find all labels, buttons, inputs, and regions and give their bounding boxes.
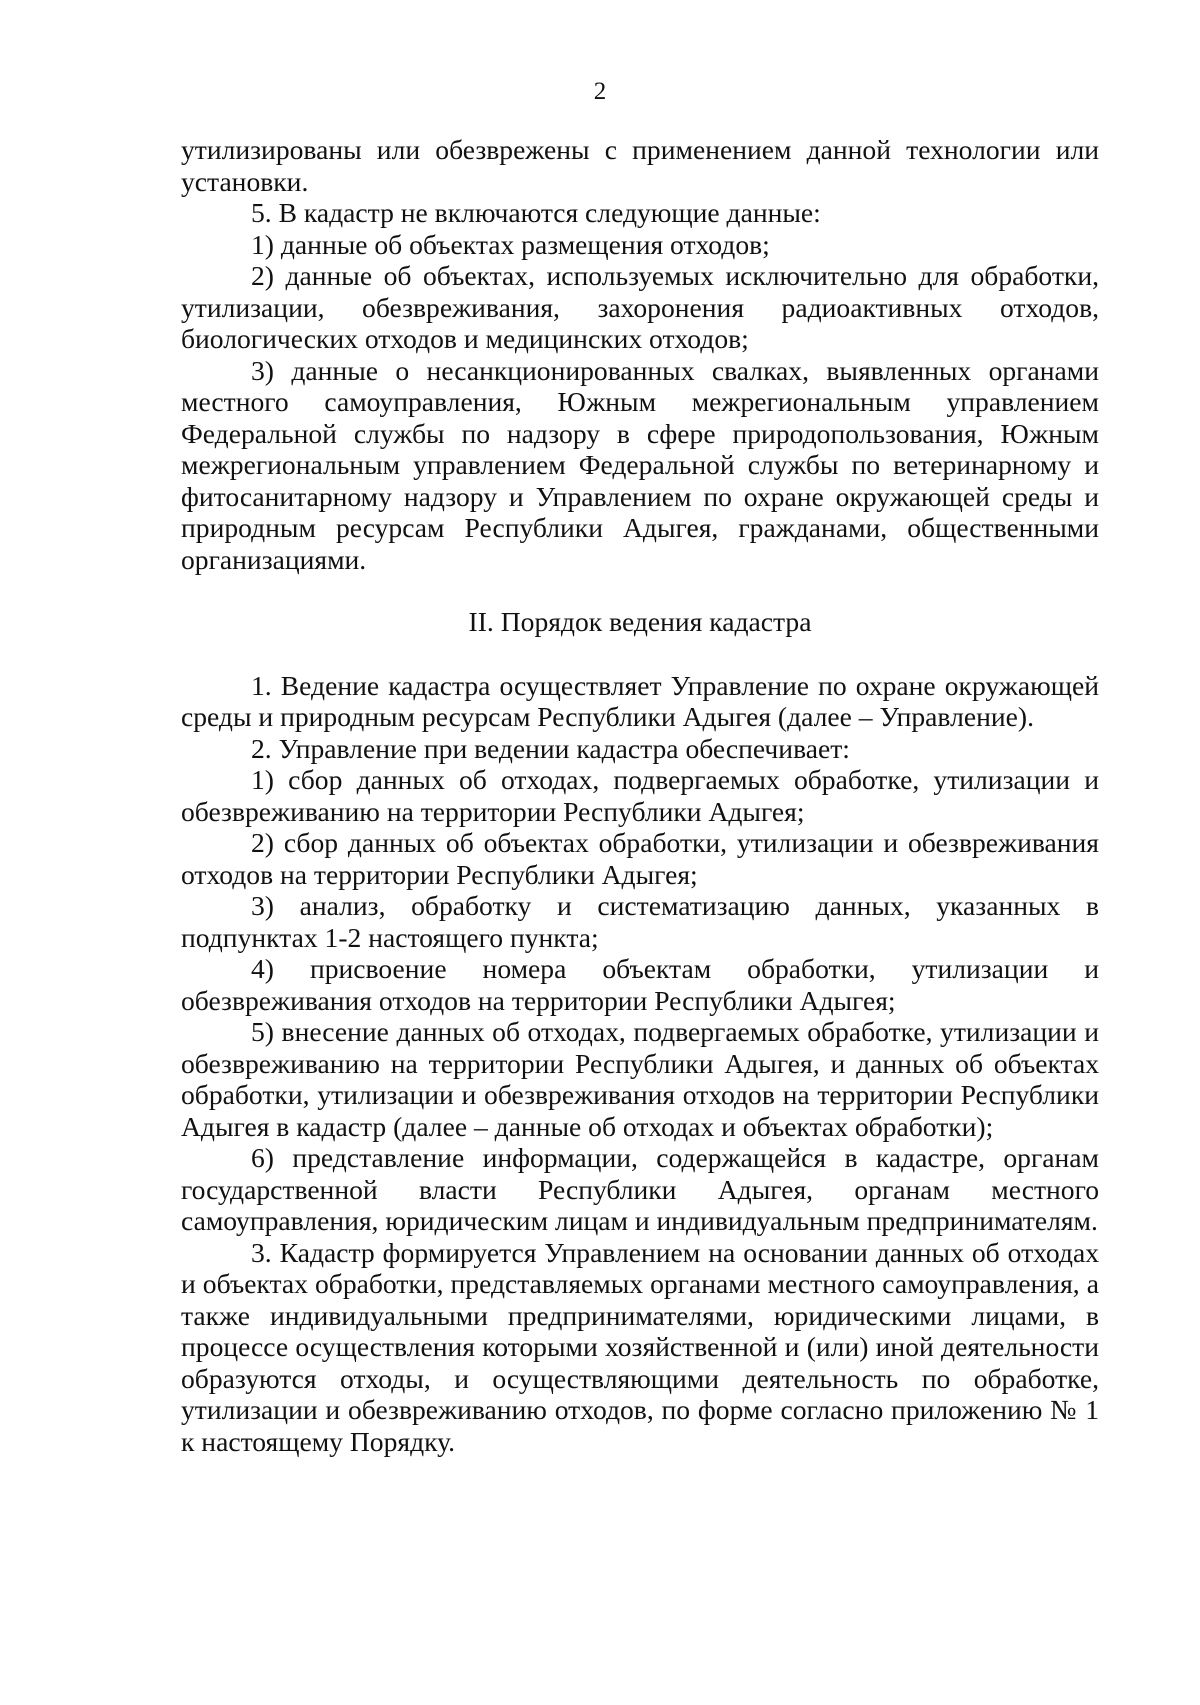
paragraph-section2-item-1: 1. Ведение кадастра осуществляет Управление по охране окружающей среды и природным ресурсам Республики Адыгея (далее – Управление). [181, 669, 1099, 732]
paragraph-section2-item-2: 2. Управление при ведении кадастра обеспечивает: [251, 732, 850, 764]
paragraph-subitem-2: 2) данные об объектах, используемых исключительно для обработки, утилизации, обезвреживания, захоронения радиоактивных отходов, биологических отходов и медицинских отходов; [181, 260, 1099, 354]
paragraph-section2-subitem-6: 6) представление информации, содержащейся в кадастре, органам государственной власти Республики Адыгея, органам местного самоуправления, юридическим лицам и индивидуальным предпринимателям. [181, 1142, 1099, 1236]
paragraph-section2-subitem-4: 4) присвоение номера объектам обработки, утилизации и обезвреживания отходов на территории Республики Адыгея; [181, 953, 1099, 1016]
paragraph-section2-item-3: 3. Кадастр формируется Управлением на основании данных об отходах и объектах обработки, представляемых органами местного самоуправления, а также индивидуальными предпринимателями, юридическими лицами, в процессе осуществления которыми хозяйственной и (или) иной деятельности образуются отходы, и осуществляющими деятельность по обработке, утилизации и обезвреживанию отходов, по форме согласно приложению № 1 к настоящему Порядку. [181, 1236, 1099, 1457]
page-number: 2 [593, 78, 607, 105]
paragraph-item-5: 5. В кадастр не включаются следующие данные: [251, 197, 821, 228]
paragraph-continuation: утилизированы или обезврежены с применением данной технологии или установки. [181, 134, 1099, 197]
paragraph-section2-subitem-3: 3) анализ, обработку и систематизацию данных, указанных в подпунктах 1-2 настоящего пункта; [181, 890, 1099, 953]
paragraph-section2-subitem-5: 5) внесение данных об отходах, подвергаемых обработке, утилизации и обезвреживанию на территории Республики Адыгея, и данных об объектах обработки, утилизации и обезвреживания отходов на территории Республики Адыгея в кадастр (далее – данные об отходах и объектах обработки); [181, 1016, 1099, 1142]
paragraph-subitem-3: 3) данные о несанкционированных свалках, выявленных органами местного самоуправления, Южным межрегиональным управлением Федеральной службы по надзору в сфере природопользования, Южным межрегиональным управлением Федеральной службы по ветеринарному и фитосанитарному надзору и Управлением по охране окружающей среды и природным ресурсам Республики Адыгея, гражданами, общественными организациями. [181, 354, 1099, 575]
section-heading: II. Порядок ведения кадастра [468, 606, 812, 637]
paragraph-subitem-1: 1) данные об объектах размещения отходов; [251, 228, 770, 260]
document-body [181, 134, 1099, 1457]
paragraph-section2-subitem-2: 2) сбор данных об объектах обработки, утилизации и обезвреживания отходов на территории Республики Адыгея; [181, 827, 1099, 890]
paragraph-section2-subitem-1: 1) сбор данных об отходах, подвергаемых обработке, утилизации и обезвреживанию на территории Республики Адыгея; [181, 764, 1099, 827]
